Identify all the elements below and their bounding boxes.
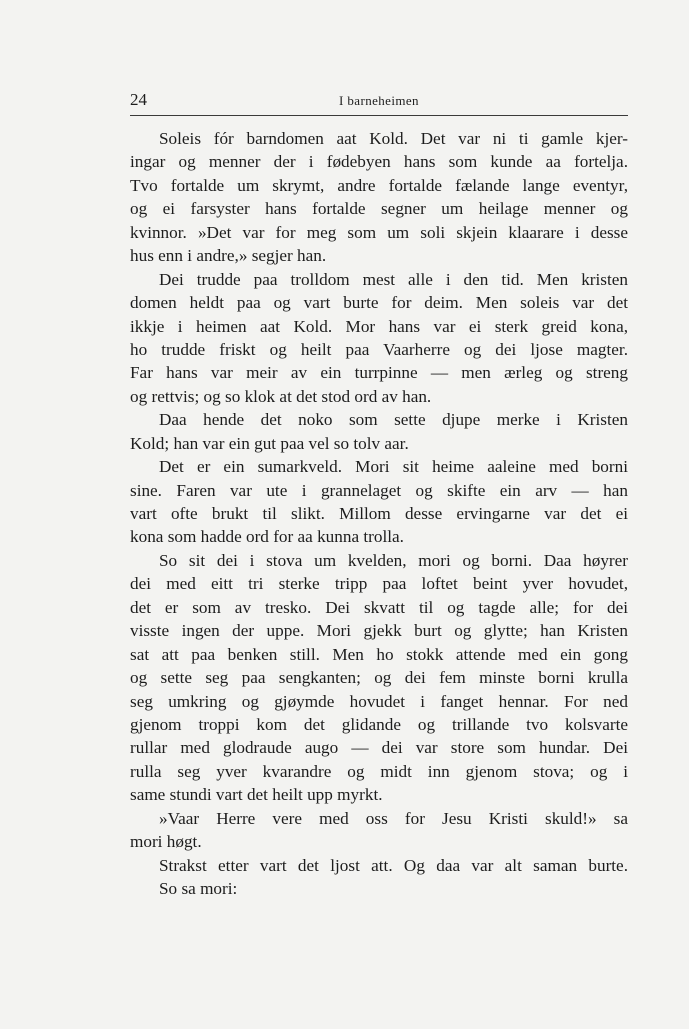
text-line: Det er ein sumarkveld. Mori sit heime aaleine med borni	[159, 457, 628, 477]
running-head	[130, 89, 628, 116]
text-line: »Vaar Herre vere med oss for Jesu Kristi skuld!» sa	[159, 808, 628, 828]
page-number: 24	[130, 90, 147, 109]
body-text	[130, 127, 628, 900]
text-line: Kold; han var ein gut paa vel so tolv aar.	[130, 433, 409, 453]
text-line: visste ingen der uppe. Mori gjekk burt og glytte; han Kristen	[130, 621, 628, 641]
text-line: same stundi vart det heilt upp myrkt.	[130, 785, 383, 805]
text-line: Tvo fortalde um skrymt, andre fortalde fælande lange eventyr,	[130, 175, 628, 195]
text-line: So sa mori:	[159, 879, 238, 898]
text-line: vart ofte brukt til slikt. Millom desse ervingarne var det ei	[130, 504, 628, 523]
text-line: kvinnor. »Det var for meg som um soli skjein klaarare i desse	[130, 222, 628, 242]
text-line: det er som av tresko. Dei skvatt til og tagde alle; for dei	[130, 597, 628, 617]
text-line: Strakst etter vart det ljost att. Og daa var alt saman burte.	[159, 855, 628, 875]
text-line: ingar og menner der i fødebyen hans som kunde aa fortelja.	[130, 152, 628, 172]
text-line: Daa hende det noko som sette djupe merke i Kristen	[159, 410, 628, 430]
text-line: hus enn i andre,» segjer han.	[130, 246, 327, 266]
text-line: og ei farsyster hans fortalde segner um heilage menner og	[130, 199, 628, 219]
text-line: seg umkring og gjøymde hovudet i fanget hennar. For ned	[130, 691, 628, 711]
text-line: domen heldt paa og vart burte for deim. Men soleis var det	[130, 293, 628, 313]
text-line: mori høgt.	[130, 832, 202, 852]
text-line: Soleis fór barndomen aat Kold. Det var ni ti gamle kjer-	[159, 129, 628, 148]
text-line: Dei trudde paa trolldom mest alle i den tid. Men kristen	[159, 269, 628, 289]
text-line: So sit dei i stova um kvelden, mori og borni. Daa høyrer	[159, 550, 628, 570]
text-line: kona som hadde ord for aa kunna trolla.	[130, 527, 404, 547]
text-line: rulla seg yver kvarandre og midt inn gjenom stova; og i	[130, 761, 628, 781]
text-line: Far hans var meir av ein turrpinne — men ærleg og streng	[130, 363, 628, 383]
text-line: og sette seg paa sengkanten; og dei fem minste borni krulla	[130, 668, 628, 688]
text-line: ho trudde friskt og heilt paa Vaarherre og dei ljose magter.	[130, 339, 628, 359]
text-line: sat att paa benken still. Men ho stokk attende med ein gong	[130, 644, 628, 664]
text-line: ikkje i heimen aat Kold. Mor hans var ei sterk greid kona,	[130, 316, 628, 336]
text-line: gjenom troppi kom det glidande og trillande tvo kolsvarte	[130, 714, 628, 734]
text-line: dei med eitt tri sterke tripp paa loftet beint yver hovudet,	[130, 574, 628, 594]
text-line: og rettvis; og so klok at det stod ord av han.	[130, 386, 432, 406]
running-title: I barneheimen	[339, 93, 419, 108]
text-line: rullar med glodraude augo — dei var store som hundar. Dei	[130, 738, 628, 758]
text-line: sine. Faren var ute i grannelaget og skifte ein arv — han	[130, 480, 628, 500]
